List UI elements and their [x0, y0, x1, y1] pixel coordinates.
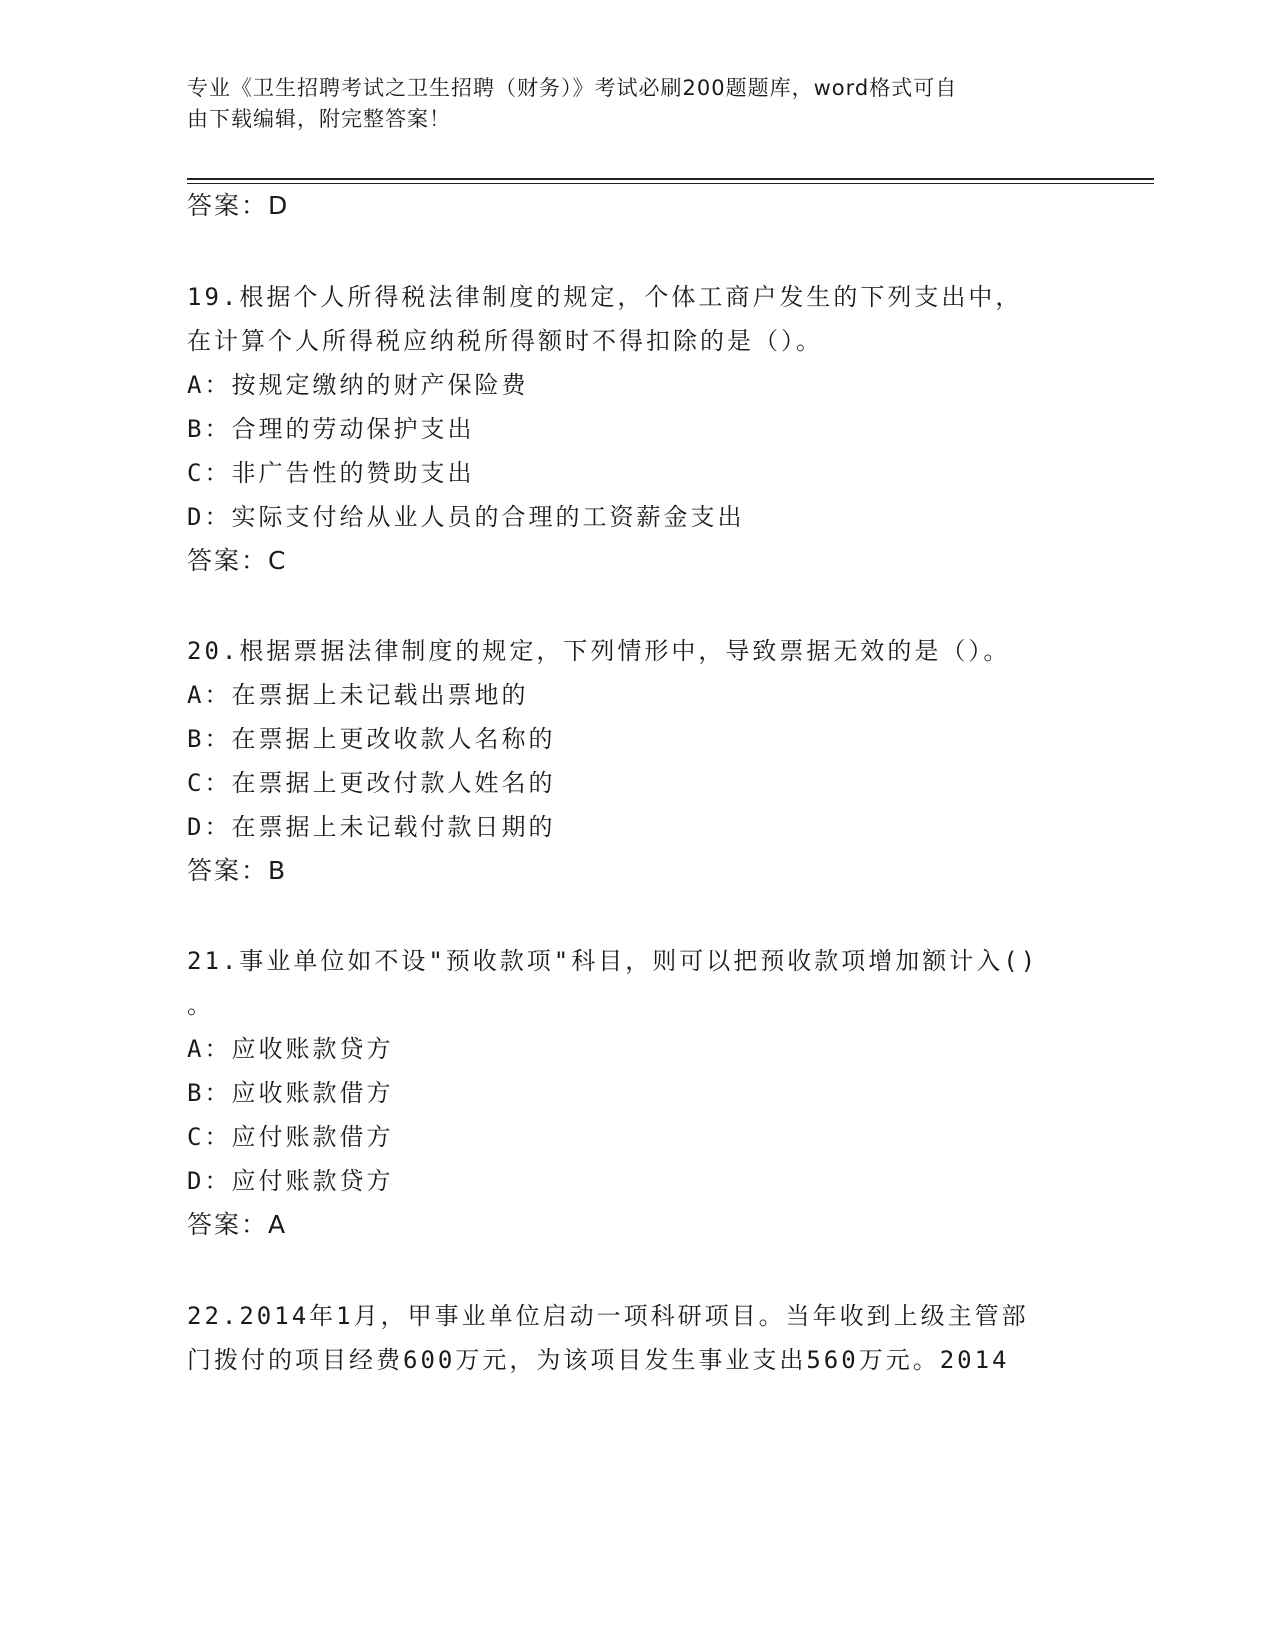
question-22-stem-line-1: 22.2014年1月，甲事业单位启动一项科研项目。当年收到上级主管部 [187, 1302, 1029, 1330]
question-21-option-d: D：应付账款贷方 [187, 1167, 394, 1195]
header-rule-thick [187, 178, 1154, 180]
question-21-option-b: B：应收账款借方 [187, 1079, 394, 1107]
question-22-stem-line-2: 门拨付的项目经费600万元，为该项目发生事业支出560万元。2014 [187, 1346, 1010, 1374]
question-19-stem-line-1: 19.根据个人所得税法律制度的规定，个体工商户发生的下列支出中， [187, 283, 1023, 311]
question-20-stem-line-1: 20.根据票据法律制度的规定，下列情形中，导致票据无效的是（）。 [187, 637, 1011, 665]
question-19-option-a: A：按规定缴纳的财产保险费 [187, 371, 529, 399]
header-line-1: 专业《卫生招聘考试之卫生招聘（财务）》考试必刷200题题库，word格式可自 [187, 76, 958, 100]
answer-18: 答案：D [187, 191, 290, 220]
question-20-option-b: B：在票据上更改收款人名称的 [187, 725, 556, 753]
header-rule-thin [187, 183, 1154, 184]
answer-21: 答案：A [187, 1210, 288, 1239]
answer-20: 答案：B [187, 856, 288, 885]
answer-19: 答案：C [187, 546, 288, 575]
question-19-stem-line-2: 在计算个人所得税应纳税所得额时不得扣除的是（）。 [187, 327, 823, 355]
header-line-2: 由下载编辑，附完整答案！ [187, 107, 451, 131]
question-21-stem-line-1: 21.事业单位如不设"预收款项"科目，则可以把预收款项增加额计入() [187, 947, 1039, 975]
question-19-option-b: B：合理的劳动保护支出 [187, 415, 475, 443]
document-header [187, 73, 1067, 135]
question-19-option-c: C：非广告性的赞助支出 [187, 459, 475, 487]
question-21-stem-line-2: 。 [187, 991, 214, 1019]
question-20-option-d: D：在票据上未记载付款日期的 [187, 813, 556, 841]
question-20-option-a: A：在票据上未记载出票地的 [187, 681, 529, 709]
question-19-option-d: D：实际支付给从业人员的合理的工资薪金支出 [187, 503, 745, 531]
question-21-option-a: A：应收账款贷方 [187, 1035, 394, 1063]
question-21-option-c: C：应付账款借方 [187, 1123, 394, 1151]
question-20-option-c: C：在票据上更改付款人姓名的 [187, 769, 556, 797]
